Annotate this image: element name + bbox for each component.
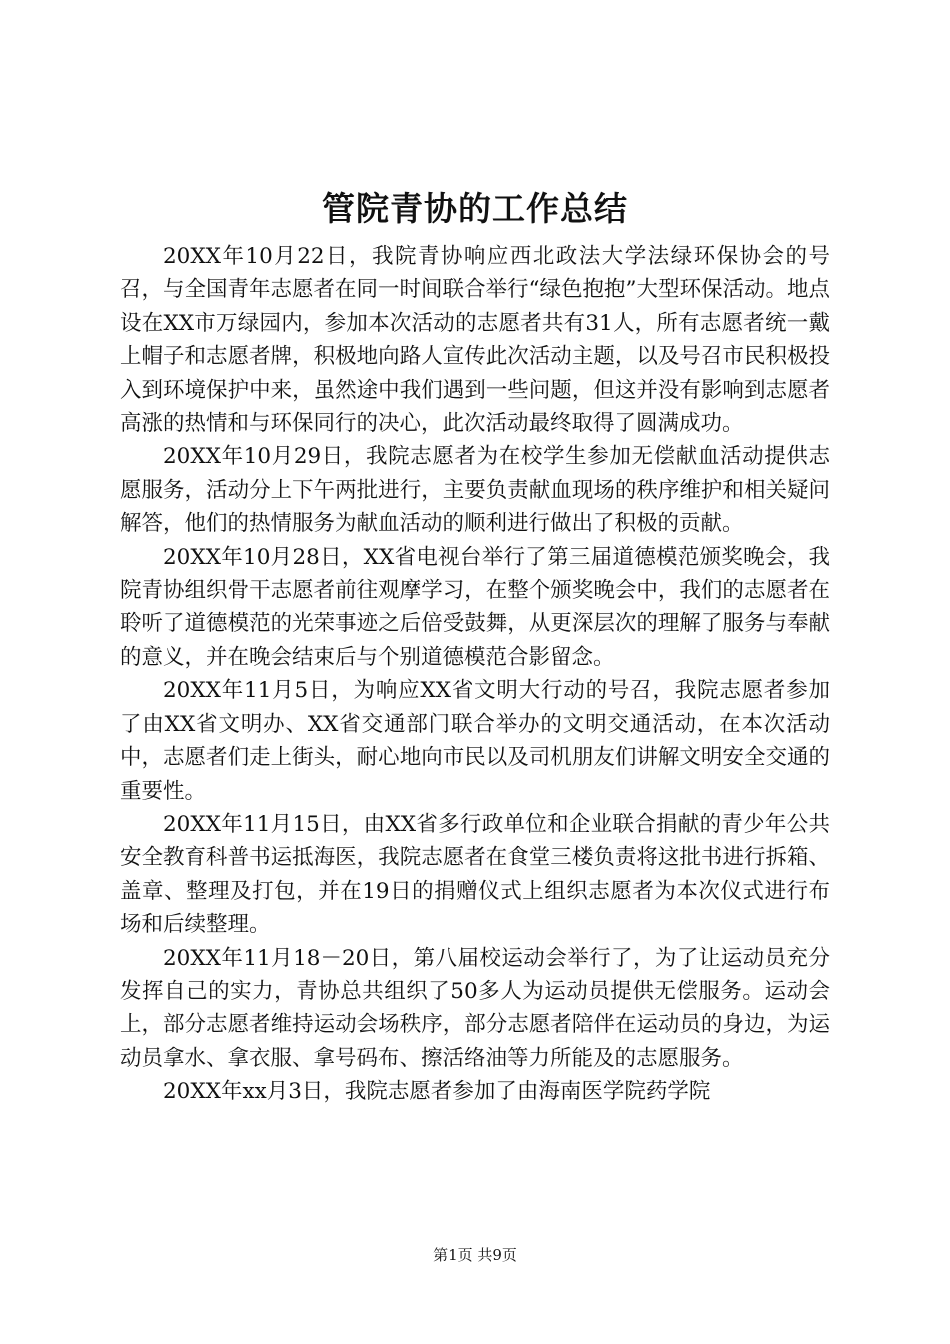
page-number-footer: 第1页 共9页 [433, 1246, 517, 1264]
paragraph-1: 20XX年10月22日，我院青协响应西北政法大学法绿环保协会的号召，与全国青年志愿者在同一时间联合举行“绿色抱抱”大型环保活动。地点设在XX市万绿园内，参加本次活动的志愿者共有31人，所有志愿者统一戴上帽子和志愿者牌，积极地向路人宣传此次活动主题，以及号召市民积极投入到环境保护中来，虽然途中我们遇到一些问题，但这并没有影响到志愿者高涨的热情和与环保同行的决心，此次活动最终取得了圆满成功。 [120, 244, 830, 437]
paragraph-4: 20XX年11月5日，为响应XX省文明大行动的号召，我院志愿者参加了由XX省文明办、XX省交通部门联合举办的文明交通活动，在本次活动中，志愿者们走上街头，耐心地向市民以及司机朋友们讲解文明安全交通的重要性。 [120, 678, 830, 804]
paragraph-5: 20XX年11月15日，由XX省多行政单位和企业联合捐献的青少年公共安全教育科普书运抵海医，我院志愿者在食堂三楼负责将这批书进行拆箱、盖章、整理及打包，并在19日的捐赠仪式上组织志愿者为本次仪式进行布场和后续整理。 [120, 811, 830, 938]
paragraph-2: 20XX年10月29日，我院志愿者为在校学生参加无偿献血活动提供志愿服务，活动分上下午两批进行，主要负责献血现场的秩序维护和相关疑问解答，他们的热情服务为献血活动的顺利进行做出了积极的贡献。 [120, 444, 830, 537]
paragraph-3: 20XX年10月28日，XX省电视台举行了第三届道德模范颁奖晚会，我院青协组织骨干志愿者前往观摩学习，在整个颁奖晚会中，我们的志愿者在聆听了道德模范的光荣事迹之后倍受鼓舞，从更深层次的理解了服务与奉献的意义，并在晚会结束后与个别道德模范合影留念。 [120, 544, 830, 670]
paragraph-6: 20XX年11月18－20日，第八届校运动会举行了，为了让运动员充分发挥自己的实力，青协总共组织了50多人为运动员提供无偿服务。运动会上，部分志愿者维持运动会场秩序，部分志愿者陪伴在运动员的身边，为运动员拿水、拿衣服、拿号码布、擦活络油等力所能及的志愿服务。 [120, 945, 830, 1071]
paragraph-7: 20XX年xx月3日，我院志愿者参加了由海南医学院药学院 [163, 1079, 711, 1105]
document-title: 管院青协的工作总结 [322, 189, 628, 228]
document-body [120, 240, 830, 1109]
